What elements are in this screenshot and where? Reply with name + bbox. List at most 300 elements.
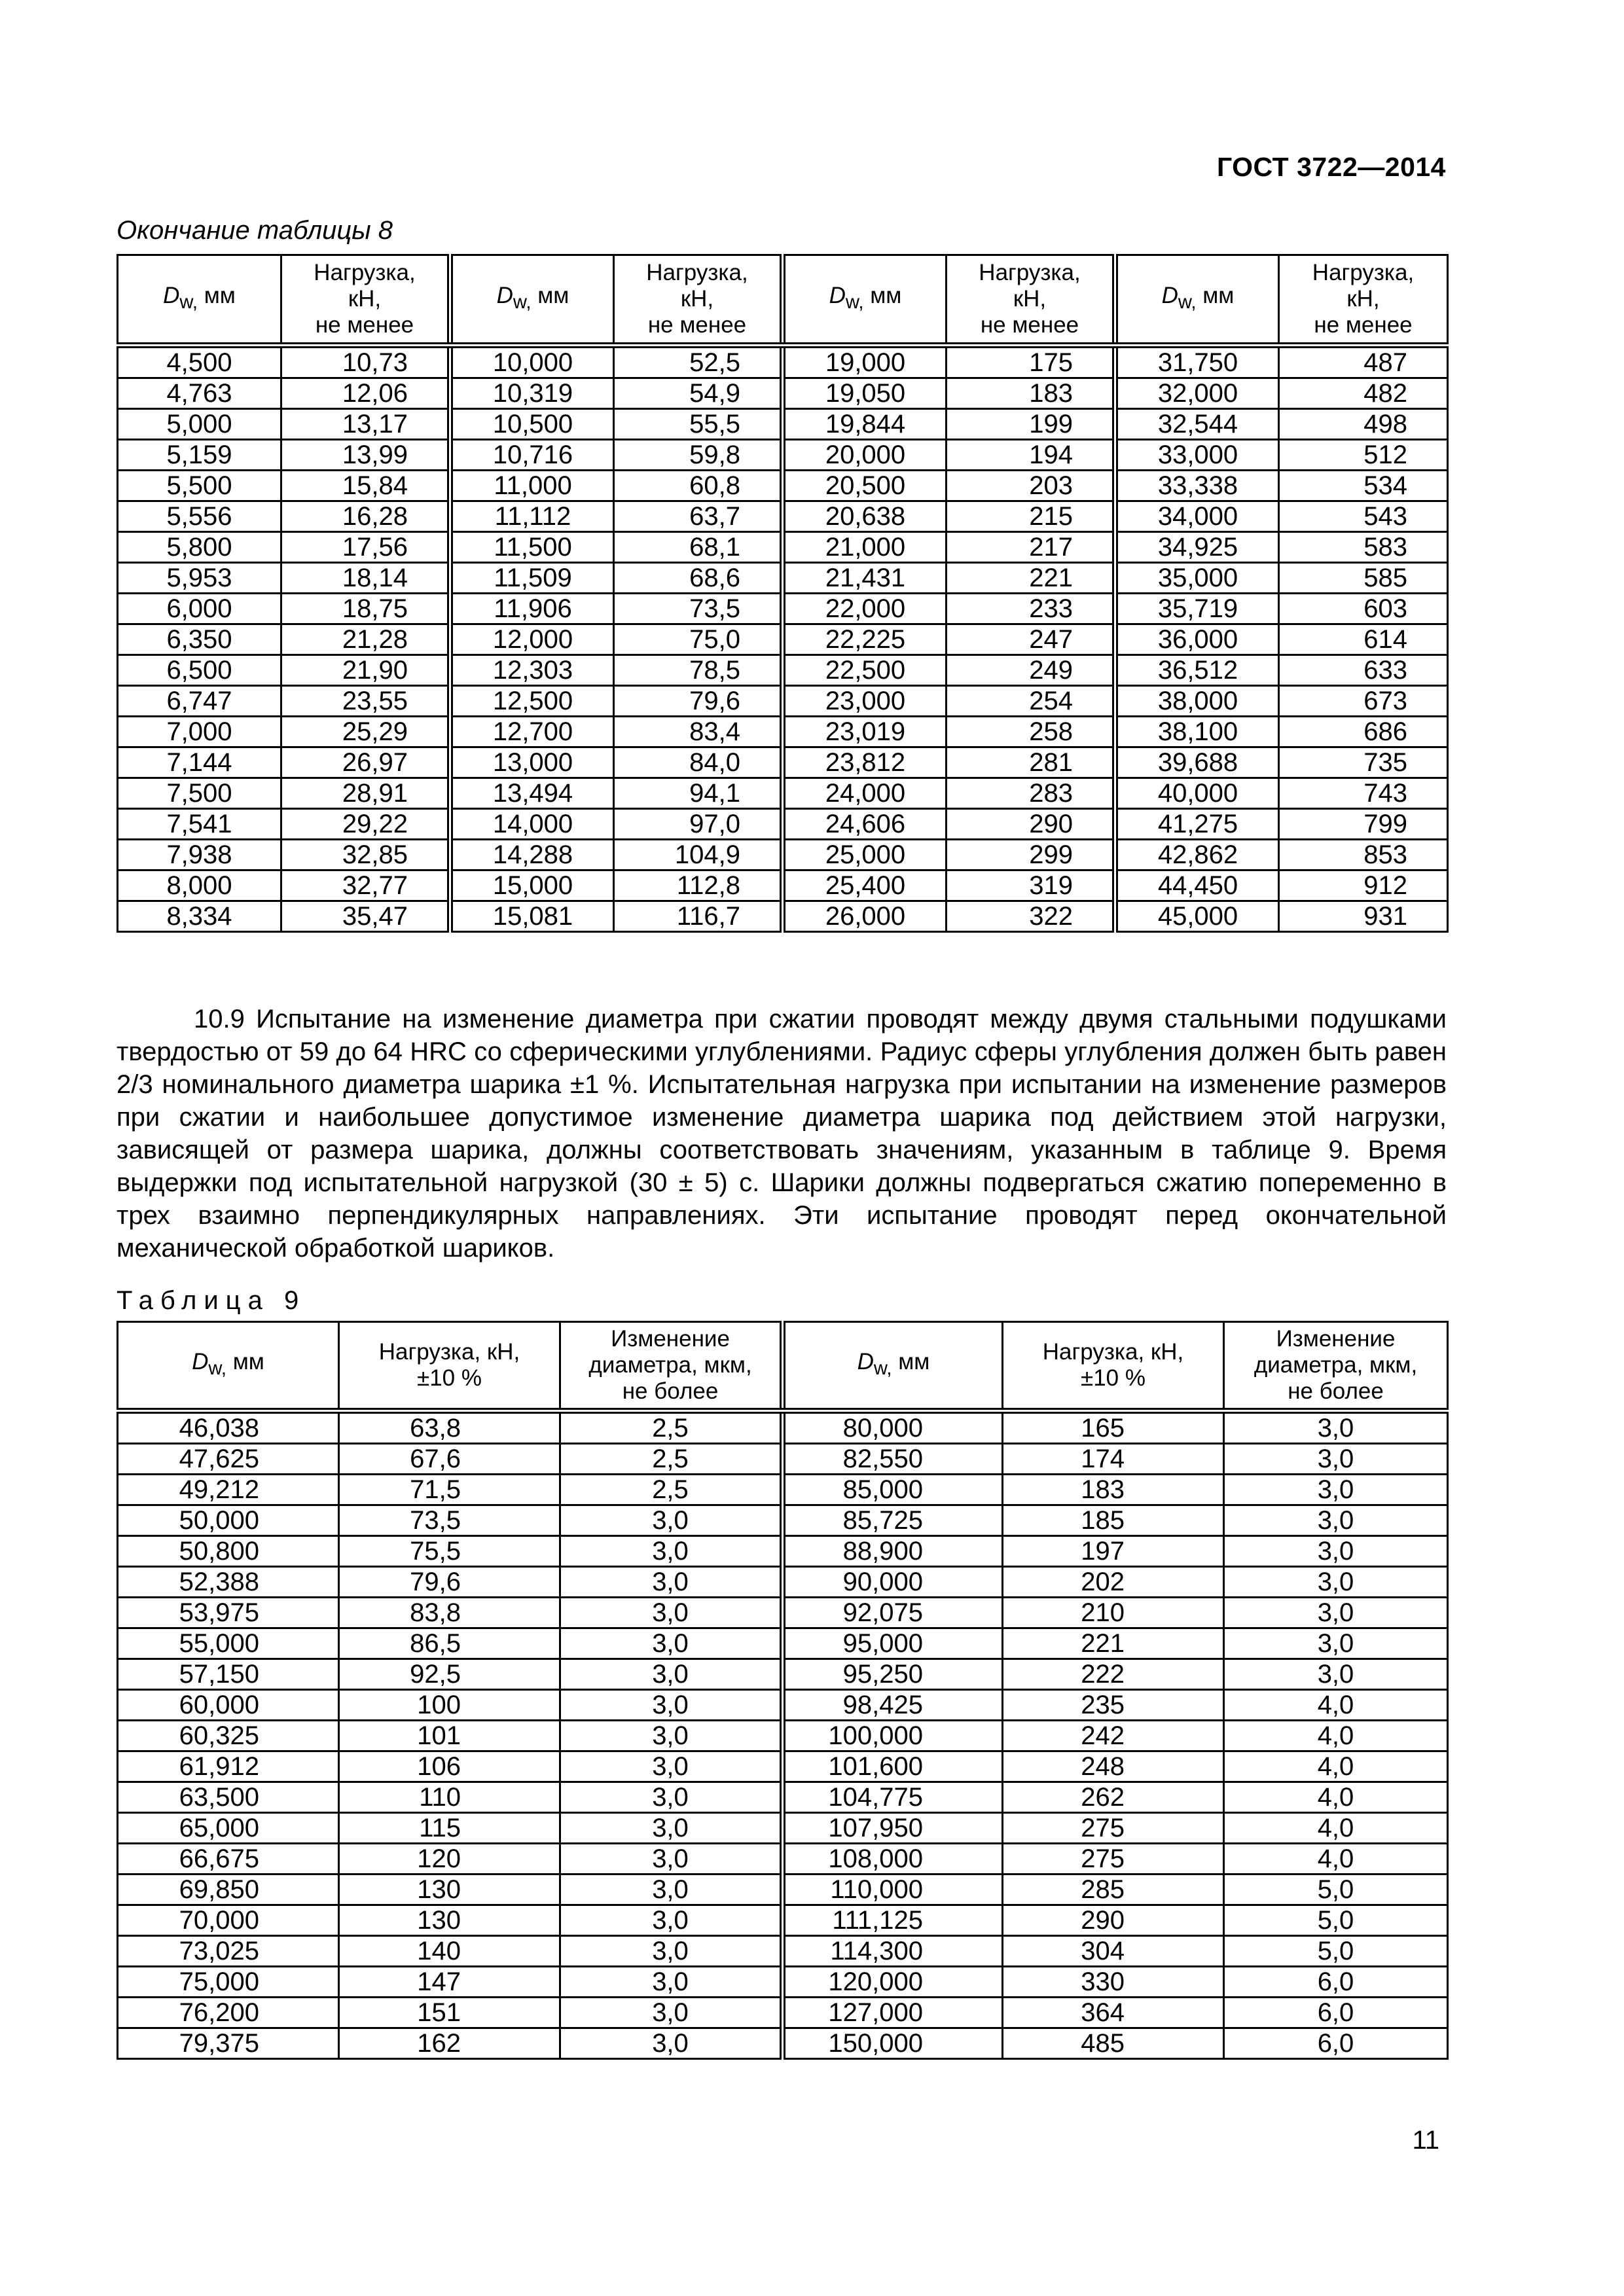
- cell-dw: 39,688: [1115, 747, 1279, 778]
- cell-load: 258: [947, 717, 1115, 747]
- cell-dw: 25,000: [783, 840, 947, 870]
- dw-unit: мм: [863, 283, 902, 308]
- cell-load: 247: [947, 624, 1115, 655]
- table9-header-row: [118, 1322, 1448, 1411]
- dw-symbol: D: [1161, 283, 1178, 308]
- table-row: [118, 1567, 1448, 1598]
- cell-dw: 36,512: [1115, 655, 1279, 686]
- cell-dw: 35,000: [1115, 563, 1279, 594]
- cell-load: 116,7: [614, 901, 783, 932]
- cell-load: 283: [947, 778, 1115, 809]
- header-load-line: Нагрузка, кН,: [1042, 1339, 1184, 1365]
- cell-diameter-change: 4,0: [1224, 1690, 1448, 1721]
- table-row: [118, 1998, 1448, 2028]
- cell-dw: 7,541: [118, 809, 281, 840]
- cell-dw: 12,500: [450, 686, 614, 717]
- cell-diameter-change: 3,0: [560, 1844, 783, 1874]
- cell-dw: 34,925: [1115, 532, 1279, 563]
- cell-load: 68,1: [614, 532, 783, 563]
- cell-load: 21,90: [281, 655, 450, 686]
- cell-diameter-change: 3,0: [560, 1751, 783, 1782]
- cell-dw: 11,509: [450, 563, 614, 594]
- cell-diameter-change: 3,0: [1224, 1628, 1448, 1659]
- cell-load: 83,8: [339, 1598, 560, 1628]
- cell-load: 322: [947, 901, 1115, 932]
- cell-load: 614: [1279, 624, 1448, 655]
- cell-dw: 19,844: [783, 409, 947, 440]
- cell-load: 743: [1279, 778, 1448, 809]
- table-row: [118, 1598, 1448, 1628]
- cell-dw: 32,000: [1115, 378, 1279, 409]
- cell-load: 534: [1279, 471, 1448, 501]
- cell-load: 63,8: [339, 1411, 560, 1444]
- cell-dw: 13,494: [450, 778, 614, 809]
- cell-dw: 5,556: [118, 501, 281, 532]
- header-diameter-change-line: диаметра, мкм,: [1254, 1352, 1418, 1378]
- cell-dw: 38,000: [1115, 686, 1279, 717]
- dw-symbol: D: [192, 1349, 209, 1374]
- cell-diameter-change: 3,0: [560, 1628, 783, 1659]
- table-row: [118, 1782, 1448, 1813]
- cell-diameter-change: 3,0: [560, 1567, 783, 1598]
- cell-dw: 76,200: [118, 1998, 339, 2028]
- cell-load: 130: [339, 1874, 560, 1905]
- cell-dw: 15,081: [450, 901, 614, 932]
- cell-diameter-change: 3,0: [560, 1782, 783, 1813]
- table-row: [118, 1628, 1448, 1659]
- table-row: [118, 686, 1448, 717]
- header-diameter-change-line: не более: [622, 1378, 719, 1404]
- cell-diameter-change: 6,0: [1224, 2028, 1448, 2059]
- page-number: 11: [1412, 2126, 1439, 2155]
- cell-load: 221: [947, 563, 1115, 594]
- header-load-line: кН,: [1013, 286, 1047, 312]
- table-row: [118, 501, 1448, 532]
- cell-diameter-change: 3,0: [560, 1505, 783, 1536]
- cell-load: 73,5: [339, 1505, 560, 1536]
- cell-diameter-change: 3,0: [1224, 1536, 1448, 1567]
- cell-diameter-change: 2,5: [560, 1475, 783, 1505]
- cell-load: 248: [1003, 1751, 1224, 1782]
- cell-dw: 57,150: [118, 1659, 339, 1690]
- cell-load: 79,6: [339, 1567, 560, 1598]
- table-row: [118, 471, 1448, 501]
- cell-diameter-change: 4,0: [1224, 1844, 1448, 1874]
- header-load: [1003, 1322, 1224, 1411]
- cell-dw: 7,500: [118, 778, 281, 809]
- cell-dw: 25,400: [783, 870, 947, 901]
- table-row: [118, 1813, 1448, 1844]
- cell-load: 79,6: [614, 686, 783, 717]
- header-load-line: Нагрузка,: [646, 260, 748, 285]
- header-load: [614, 255, 783, 346]
- cell-load: 543: [1279, 501, 1448, 532]
- cell-load: 275: [1003, 1844, 1224, 1874]
- cell-load: 60,8: [614, 471, 783, 501]
- table-row: [118, 594, 1448, 624]
- table-row: [118, 378, 1448, 409]
- cell-diameter-change: 3,0: [560, 1813, 783, 1844]
- dw-symbol: D: [163, 283, 180, 308]
- header-load-line: Нагрузка,: [314, 260, 416, 285]
- cell-dw: 10,319: [450, 378, 614, 409]
- cell-dw: 36,000: [1115, 624, 1279, 655]
- cell-load: 197: [1003, 1536, 1224, 1567]
- cell-dw: 34,000: [1115, 501, 1279, 532]
- cell-load: 54,9: [614, 378, 783, 409]
- cell-diameter-change: 3,0: [1224, 1411, 1448, 1444]
- table-9: [117, 1321, 1449, 2060]
- cell-dw: 11,500: [450, 532, 614, 563]
- cell-load: 104,9: [614, 840, 783, 870]
- cell-load: 912: [1279, 870, 1448, 901]
- cell-load: 97,0: [614, 809, 783, 840]
- cell-load: 735: [1279, 747, 1448, 778]
- cell-load: 799: [1279, 809, 1448, 840]
- cell-load: 83,4: [614, 717, 783, 747]
- cell-diameter-change: 3,0: [560, 2028, 783, 2059]
- cell-diameter-change: 3,0: [560, 1936, 783, 1967]
- header-dw: [783, 255, 947, 346]
- header-load: [1279, 255, 1448, 346]
- cell-load: 28,91: [281, 778, 450, 809]
- header-load-line: Нагрузка, кН,: [378, 1339, 520, 1365]
- cell-dw: 11,112: [450, 501, 614, 532]
- cell-load: 115: [339, 1813, 560, 1844]
- cell-diameter-change: 3,0: [560, 1967, 783, 1998]
- cell-load: 603: [1279, 594, 1448, 624]
- cell-dw: 50,800: [118, 1536, 339, 1567]
- cell-load: 110: [339, 1782, 560, 1813]
- table8-header-row: [118, 255, 1448, 346]
- table-row: [118, 1751, 1448, 1782]
- table-row: [118, 778, 1448, 809]
- cell-dw: 6,350: [118, 624, 281, 655]
- table-row: [118, 563, 1448, 594]
- cell-load: 221: [1003, 1628, 1224, 1659]
- header-dw: [118, 255, 281, 346]
- cell-dw: 22,000: [783, 594, 947, 624]
- cell-load: 633: [1279, 655, 1448, 686]
- cell-diameter-change: 2,5: [560, 1411, 783, 1444]
- cell-dw: 20,638: [783, 501, 947, 532]
- cell-dw: 44,450: [1115, 870, 1279, 901]
- cell-load: 16,28: [281, 501, 450, 532]
- cell-load: 673: [1279, 686, 1448, 717]
- table-row: [118, 1721, 1448, 1751]
- table-row: [118, 624, 1448, 655]
- cell-dw: 24,000: [783, 778, 947, 809]
- cell-load: 498: [1279, 409, 1448, 440]
- header-load-line: не менее: [647, 312, 747, 338]
- cell-dw: 52,388: [118, 1567, 339, 1598]
- header-load-line: ±10 %: [417, 1365, 482, 1391]
- cell-dw: 110,000: [783, 1874, 1003, 1905]
- table-row: [118, 1844, 1448, 1874]
- cell-load: 112,8: [614, 870, 783, 901]
- cell-load: 94,1: [614, 778, 783, 809]
- cell-dw: 114,300: [783, 1936, 1003, 1967]
- dw-unit: мм: [531, 283, 569, 308]
- cell-dw: 60,325: [118, 1721, 339, 1751]
- cell-load: 13,99: [281, 440, 450, 471]
- cell-diameter-change: 3,0: [1224, 1567, 1448, 1598]
- table-row: [118, 2028, 1448, 2059]
- cell-load: 23,55: [281, 686, 450, 717]
- cell-load: 482: [1279, 378, 1448, 409]
- table-row: [118, 409, 1448, 440]
- dw-unit: мм: [197, 283, 236, 308]
- cell-diameter-change: 3,0: [560, 1998, 783, 2028]
- header-load-line: кН,: [348, 286, 382, 312]
- cell-dw: 53,975: [118, 1598, 339, 1628]
- cell-dw: 47,625: [118, 1444, 339, 1475]
- dw-subscript: w,: [845, 292, 864, 313]
- cell-load: 304: [1003, 1936, 1224, 1967]
- cell-load: 29,22: [281, 809, 450, 840]
- cell-dw: 95,250: [783, 1659, 1003, 1690]
- header-load: [281, 255, 450, 346]
- header-load-line: не менее: [315, 312, 414, 338]
- table-row: [118, 717, 1448, 747]
- cell-dw: 35,719: [1115, 594, 1279, 624]
- cell-dw: 6,500: [118, 655, 281, 686]
- cell-diameter-change: 4,0: [1224, 1813, 1448, 1844]
- cell-load: 853: [1279, 840, 1448, 870]
- cell-dw: 88,900: [783, 1536, 1003, 1567]
- cell-dw: 65,000: [118, 1813, 339, 1844]
- header-diameter-change-line: диаметра, мкм,: [588, 1352, 752, 1378]
- cell-load: 140: [339, 1936, 560, 1967]
- cell-load: 86,5: [339, 1628, 560, 1659]
- cell-load: 59,8: [614, 440, 783, 471]
- cell-load: 84,0: [614, 747, 783, 778]
- cell-load: 73,5: [614, 594, 783, 624]
- cell-dw: 45,000: [1115, 901, 1279, 932]
- cell-load: 13,17: [281, 409, 450, 440]
- table-row: [118, 1536, 1448, 1567]
- dw-unit: мм: [892, 1349, 930, 1374]
- cell-dw: 23,019: [783, 717, 947, 747]
- dw-subscript: w,: [513, 292, 532, 313]
- cell-dw: 10,500: [450, 409, 614, 440]
- cell-load: 183: [1003, 1475, 1224, 1505]
- table-row: [118, 901, 1448, 932]
- header-diameter-change-line: Изменение: [1276, 1326, 1396, 1352]
- cell-load: 290: [947, 809, 1115, 840]
- cell-load: 222: [1003, 1659, 1224, 1690]
- header-dw: [118, 1322, 339, 1411]
- cell-load: 319: [947, 870, 1115, 901]
- cell-load: 512: [1279, 440, 1448, 471]
- cell-dw: 55,000: [118, 1628, 339, 1659]
- header-load-line: не менее: [980, 312, 1079, 338]
- dw-subscript: w,: [873, 1358, 892, 1379]
- cell-dw: 12,000: [450, 624, 614, 655]
- cell-load: 285: [1003, 1874, 1224, 1905]
- cell-dw: 120,000: [783, 1967, 1003, 1998]
- cell-dw: 101,600: [783, 1751, 1003, 1782]
- dw-unit: мм: [226, 1349, 264, 1374]
- cell-dw: 23,812: [783, 747, 947, 778]
- cell-load: 63,7: [614, 501, 783, 532]
- cell-dw: 21,000: [783, 532, 947, 563]
- cell-dw: 46,038: [118, 1411, 339, 1444]
- cell-load: 15,84: [281, 471, 450, 501]
- table-row: [118, 840, 1448, 870]
- cell-load: 175: [947, 346, 1115, 378]
- cell-dw: 41,275: [1115, 809, 1279, 840]
- cell-dw: 38,100: [1115, 717, 1279, 747]
- header-diameter-change-line: Изменение: [611, 1326, 730, 1352]
- cell-load: 262: [1003, 1782, 1224, 1813]
- cell-dw: 73,025: [118, 1936, 339, 1967]
- document-code: ГОСТ 3722—2014: [1216, 152, 1446, 182]
- cell-load: 217: [947, 532, 1115, 563]
- table-row: [118, 1659, 1448, 1690]
- cell-diameter-change: 5,0: [1224, 1936, 1448, 1967]
- cell-dw: 21,431: [783, 563, 947, 594]
- cell-dw: 82,550: [783, 1444, 1003, 1475]
- cell-dw: 66,675: [118, 1844, 339, 1874]
- cell-dw: 4,500: [118, 346, 281, 378]
- cell-load: 585: [1279, 563, 1448, 594]
- cell-dw: 75,000: [118, 1967, 339, 1998]
- paragraph-10-9: [117, 1003, 1447, 1265]
- cell-dw: 5,159: [118, 440, 281, 471]
- cell-load: 931: [1279, 901, 1448, 932]
- cell-dw: 4,763: [118, 378, 281, 409]
- cell-dw: 5,800: [118, 532, 281, 563]
- cell-load: 242: [1003, 1721, 1224, 1751]
- cell-dw: 69,850: [118, 1874, 339, 1905]
- cell-dw: 6,747: [118, 686, 281, 717]
- cell-dw: 108,000: [783, 1844, 1003, 1874]
- cell-load: 299: [947, 840, 1115, 870]
- cell-dw: 8,000: [118, 870, 281, 901]
- cell-dw: 20,500: [783, 471, 947, 501]
- cell-diameter-change: 3,0: [1224, 1475, 1448, 1505]
- table-row: [118, 1505, 1448, 1536]
- cell-load: 583: [1279, 532, 1448, 563]
- cell-dw: 33,338: [1115, 471, 1279, 501]
- cell-load: 26,97: [281, 747, 450, 778]
- cell-load: 17,56: [281, 532, 450, 563]
- cell-load: 130: [339, 1905, 560, 1936]
- table-row: [118, 1874, 1448, 1905]
- cell-dw: 10,000: [450, 346, 614, 378]
- header-load-line: ±10 %: [1081, 1365, 1146, 1391]
- cell-load: 101: [339, 1721, 560, 1751]
- cell-diameter-change: 3,0: [560, 1905, 783, 1936]
- header-load: [339, 1322, 560, 1411]
- cell-load: 67,6: [339, 1444, 560, 1475]
- cell-dw: 14,288: [450, 840, 614, 870]
- cell-load: 92,5: [339, 1659, 560, 1690]
- cell-load: 10,73: [281, 346, 450, 378]
- cell-load: 71,5: [339, 1475, 560, 1505]
- cell-dw: 63,500: [118, 1782, 339, 1813]
- header-load-line: Нагрузка,: [979, 260, 1081, 285]
- cell-load: 364: [1003, 1998, 1224, 2028]
- cell-diameter-change: 3,0: [1224, 1659, 1448, 1690]
- header-load-line: кН,: [680, 286, 714, 312]
- cell-diameter-change: 2,5: [560, 1444, 783, 1475]
- cell-dw: 26,000: [783, 901, 947, 932]
- table-row: [118, 346, 1448, 378]
- cell-load: 203: [947, 471, 1115, 501]
- cell-dw: 11,000: [450, 471, 614, 501]
- table-8: [117, 254, 1449, 933]
- cell-dw: 107,950: [783, 1813, 1003, 1844]
- cell-load: 18,75: [281, 594, 450, 624]
- cell-dw: 19,000: [783, 346, 947, 378]
- cell-dw: 7,144: [118, 747, 281, 778]
- cell-dw: 7,938: [118, 840, 281, 870]
- dw-symbol: D: [496, 283, 513, 308]
- cell-load: 165: [1003, 1411, 1224, 1444]
- cell-load: 25,29: [281, 717, 450, 747]
- cell-dw: 95,000: [783, 1628, 1003, 1659]
- cell-dw: 12,303: [450, 655, 614, 686]
- header-load-line: не менее: [1314, 312, 1413, 338]
- cell-dw: 61,912: [118, 1751, 339, 1782]
- cell-dw: 20,000: [783, 440, 947, 471]
- cell-load: 52,5: [614, 346, 783, 378]
- cell-dw: 80,000: [783, 1411, 1003, 1444]
- table-row: [118, 1690, 1448, 1721]
- table-row: [118, 1444, 1448, 1475]
- cell-load: 100: [339, 1690, 560, 1721]
- cell-dw: 33,000: [1115, 440, 1279, 471]
- table-row: [118, 747, 1448, 778]
- cell-dw: 13,000: [450, 747, 614, 778]
- cell-dw: 85,000: [783, 1475, 1003, 1505]
- header-diameter-change-line: не более: [1288, 1378, 1384, 1404]
- cell-load: 686: [1279, 717, 1448, 747]
- cell-load: 290: [1003, 1905, 1224, 1936]
- cell-load: 202: [1003, 1567, 1224, 1598]
- cell-diameter-change: 3,0: [560, 1536, 783, 1567]
- dw-subscript: w,: [179, 292, 198, 313]
- cell-dw: 5,000: [118, 409, 281, 440]
- cell-diameter-change: 3,0: [1224, 1598, 1448, 1628]
- header-dw: [450, 255, 614, 346]
- cell-dw: 15,000: [450, 870, 614, 901]
- cell-load: 32,77: [281, 870, 450, 901]
- cell-load: 281: [947, 747, 1115, 778]
- cell-load: 249: [947, 655, 1115, 686]
- cell-dw: 60,000: [118, 1690, 339, 1721]
- cell-dw: 150,000: [783, 2028, 1003, 2059]
- cell-dw: 11,906: [450, 594, 614, 624]
- cell-dw: 92,075: [783, 1598, 1003, 1628]
- cell-diameter-change: 3,0: [560, 1874, 783, 1905]
- table-row: [118, 1967, 1448, 1998]
- table-row: [118, 1475, 1448, 1505]
- cell-diameter-change: 4,0: [1224, 1721, 1448, 1751]
- cell-dw: 24,606: [783, 809, 947, 840]
- table-row: [118, 870, 1448, 901]
- cell-dw: 90,000: [783, 1567, 1003, 1598]
- header-dw: [1115, 255, 1279, 346]
- cell-load: 174: [1003, 1444, 1224, 1475]
- table9-caption: Таблица 9: [117, 1286, 306, 1315]
- dw-unit: мм: [1196, 283, 1235, 308]
- cell-dw: 10,716: [450, 440, 614, 471]
- cell-diameter-change: 6,0: [1224, 1998, 1448, 2028]
- cell-load: 183: [947, 378, 1115, 409]
